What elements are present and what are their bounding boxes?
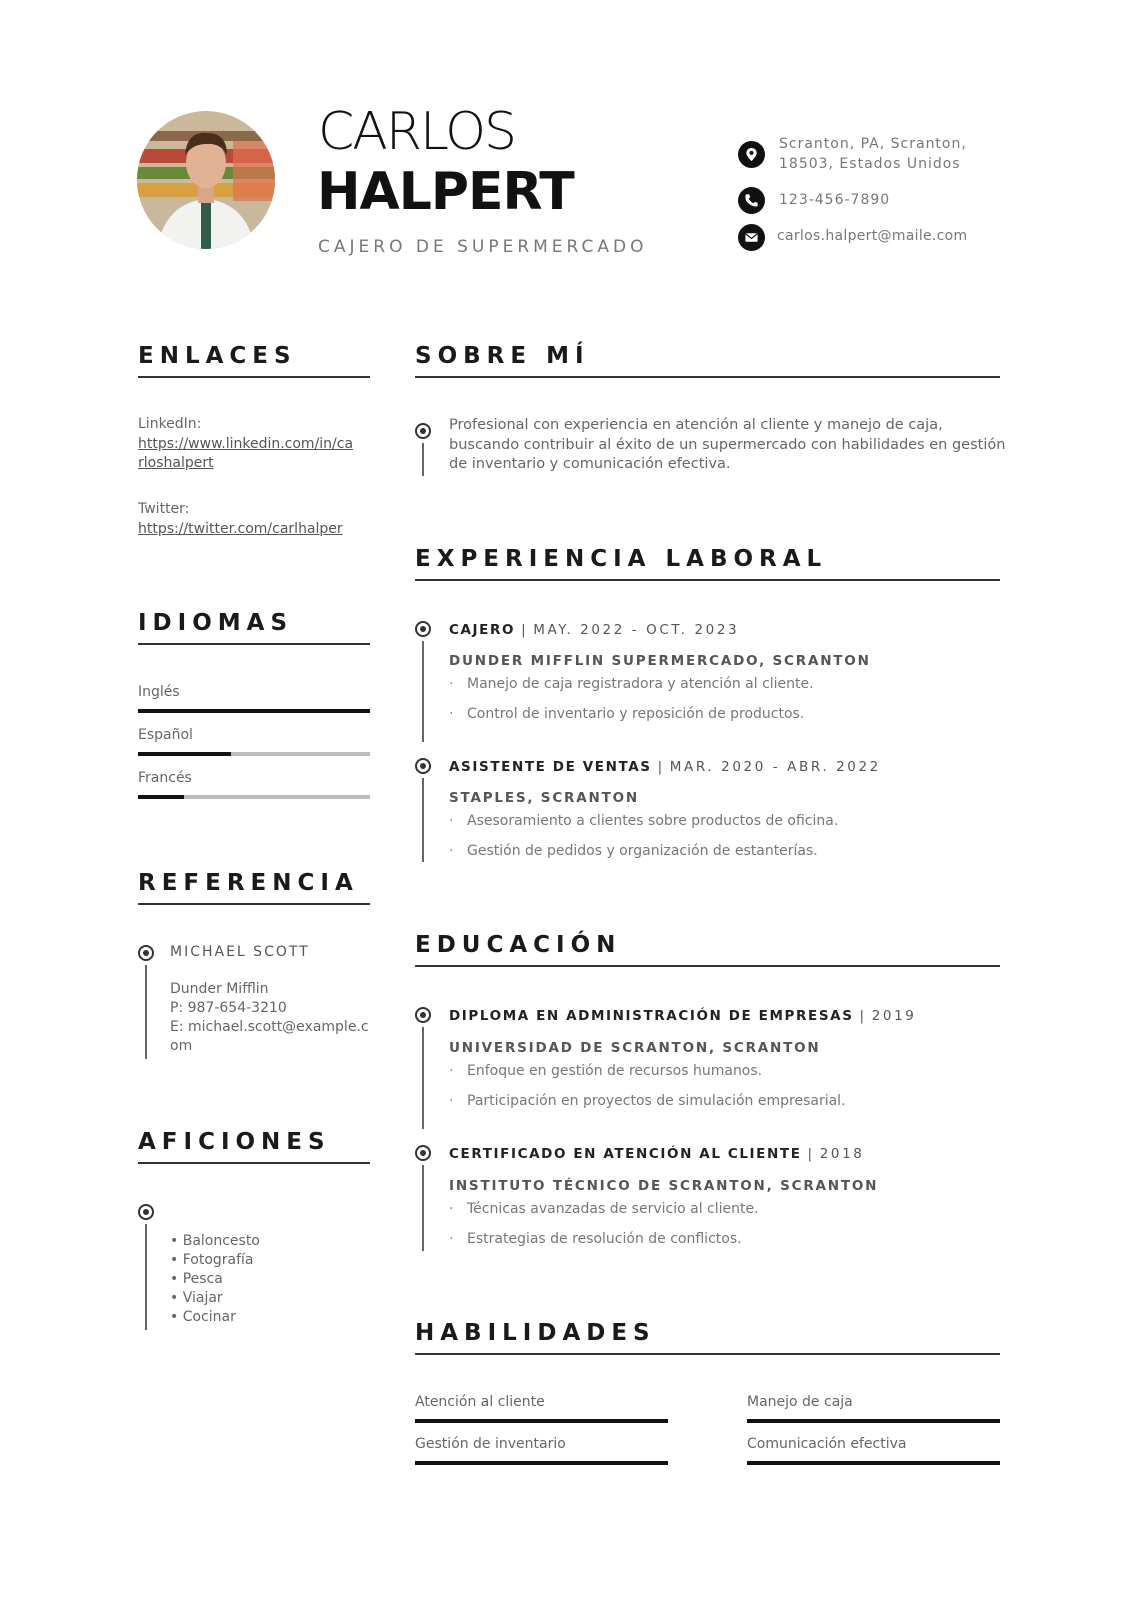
job-duty [449, 843, 818, 859]
email-address[interactable]: carlos.halpert@maile.com [777, 228, 968, 244]
reference-company: Dunder Mifflin [170, 981, 269, 997]
education-detail-text: Participación en proyectos de simulación empresarial. [467, 1093, 846, 1109]
item-bullet: · [449, 843, 454, 859]
habilidades-divider [415, 1353, 1000, 1355]
job-entry-title [449, 622, 739, 638]
job-duty [449, 813, 838, 829]
item-bullet: · [449, 1063, 454, 1079]
timeline-line [145, 965, 147, 1059]
item-bullet: · [449, 1093, 454, 1109]
timeline-line [422, 641, 424, 742]
job-duty [449, 676, 814, 692]
language-name: Francés [138, 770, 192, 786]
address-line-2: 18503, Estados Unidos [779, 156, 961, 172]
linkedin-url-line-2: rloshalpert [138, 455, 214, 471]
linkedin-label: LinkedIn: [138, 416, 202, 432]
aficiones-divider [138, 1162, 370, 1164]
skill-name: Gestión de inventario [415, 1436, 566, 1452]
skill-level-bar [747, 1419, 1000, 1423]
timeline-bullet-icon [138, 1204, 154, 1220]
about-line: de inventario y comunicación efectiva. [449, 456, 731, 472]
sobre-mi-divider [415, 376, 1000, 378]
job-duty-text: Asesoramiento a clientes sobre productos de oficina. [467, 813, 839, 829]
timeline-bullet-icon [415, 621, 431, 637]
reference-email-continued: om [170, 1038, 193, 1054]
language-level-fill [138, 709, 370, 713]
phone-number: 123-456-7890 [779, 192, 891, 208]
job-role: ASISTENTE DE VENTAS [449, 759, 652, 775]
about-line: buscando contribuir al éxito de un supermercado con habilidades en gestión [449, 436, 1006, 453]
hobby-item: • Pesca [170, 1271, 223, 1287]
habilidades-heading: HABILIDADES [415, 1320, 656, 1346]
education-detail [449, 1231, 742, 1247]
sobre-mi-heading: SOBRE MÍ [415, 343, 590, 369]
job-entry-title [449, 759, 881, 775]
about-line: Profesional con experiencia en atención al cliente y manejo de caja, [449, 417, 943, 433]
language-name: Español [138, 727, 193, 743]
enlaces-divider [138, 376, 370, 378]
idiomas-divider [138, 643, 370, 645]
title-separator: | [807, 1146, 814, 1162]
job-company: DUNDER MIFFLIN SUPERMERCADO, SCRANTON [449, 653, 871, 669]
linkedin-link[interactable] [138, 435, 366, 473]
title-separator: | [657, 759, 664, 775]
education-detail-text: Enfoque en gestión de recursos humanos. [467, 1063, 763, 1079]
job-role: CAJERO [449, 622, 516, 638]
experiencia-heading: EXPERIENCIA LABORAL [415, 546, 828, 572]
job-date: MAR. 2020 - ABR. 2022 [669, 759, 881, 775]
language-level-fill [138, 752, 231, 756]
language-level-fill [138, 795, 184, 799]
timeline-line [422, 778, 424, 862]
referencia-heading: REFERENCIA [138, 870, 359, 896]
email-icon [738, 224, 765, 251]
language-level-bar [138, 752, 370, 756]
title-separator: | [859, 1008, 866, 1024]
item-bullet: · [449, 676, 454, 692]
aficiones-heading: AFICIONES [138, 1129, 331, 1155]
education-entry-title [449, 1008, 916, 1024]
contact-phone [738, 187, 890, 214]
degree-year: 2018 [819, 1146, 865, 1162]
job-date: MAY. 2022 - OCT. 2023 [533, 622, 740, 638]
timeline-bullet-icon [415, 423, 431, 439]
contact-address [738, 134, 979, 174]
experiencia-divider [415, 579, 1000, 581]
timeline-line [422, 1165, 424, 1251]
hobby-item: • Cocinar [170, 1309, 236, 1325]
timeline-bullet-icon [415, 758, 431, 774]
idiomas-heading: IDIOMAS [138, 610, 294, 636]
timeline-bullet-icon [138, 945, 154, 961]
referencia-divider [138, 903, 370, 905]
education-detail [449, 1201, 759, 1217]
degree-name: DIPLOMA EN ADMINISTRACIÓN DE EMPRESAS [449, 1008, 854, 1024]
skill-level-bar [415, 1461, 668, 1465]
reference-email: E: michael.scott@example.c [170, 1019, 369, 1035]
education-detail [449, 1093, 846, 1109]
location-pin-icon [738, 141, 765, 168]
education-entry-title [449, 1146, 864, 1162]
skill-name: Manejo de caja [747, 1394, 853, 1410]
education-detail-text: Técnicas avanzadas de servicio al cliente. [467, 1201, 759, 1217]
skill-name: Comunicación efectiva [747, 1436, 907, 1452]
timeline-bullet-icon [415, 1007, 431, 1023]
job-duty-text: Control de inventario y reposición de productos. [467, 706, 805, 722]
job-duty [449, 706, 804, 722]
contact-email [738, 224, 967, 251]
title-separator: | [521, 622, 528, 638]
phone-icon [738, 187, 765, 214]
item-bullet: · [449, 813, 454, 829]
timeline-line [145, 1224, 147, 1330]
language-level-bar [138, 795, 370, 799]
job-title: CAJERO DE SUPERMERCADO [318, 237, 648, 257]
profile-photo [137, 111, 275, 249]
reference-name: MICHAEL SCOTT [170, 944, 310, 960]
job-company: STAPLES, SCRANTON [449, 790, 639, 806]
first-name: CARLOS [318, 102, 516, 162]
hobby-item: • Viajar [170, 1290, 223, 1306]
institution-name: UNIVERSIDAD DE SCRANTON, SCRANTON [449, 1040, 821, 1056]
timeline-line [422, 1027, 424, 1129]
item-bullet: · [449, 706, 454, 722]
linkedin-url-line-1: https://www.linkedin.com/in/ca [138, 436, 354, 452]
skill-level-bar [747, 1461, 1000, 1465]
educacion-heading: EDUCACIÓN [415, 932, 622, 958]
degree-year: 2019 [871, 1008, 917, 1024]
hobby-item: • Fotografía [170, 1252, 254, 1268]
educacion-divider [415, 965, 1000, 967]
enlaces-heading: ENLACES [138, 343, 297, 369]
language-name: Inglés [138, 684, 180, 700]
degree-name: CERTIFICADO EN ATENCIÓN AL CLIENTE [449, 1146, 802, 1162]
timeline-bullet-icon [415, 1145, 431, 1161]
item-bullet: · [449, 1201, 454, 1217]
institution-name: INSTITUTO TÉCNICO DE SCRANTON, SCRANTON [449, 1178, 879, 1194]
address-line-1: Scranton, PA, Scranton, [779, 136, 967, 152]
job-duty-text: Manejo de caja registradora y atención al cliente. [467, 676, 814, 692]
timeline-line [422, 443, 424, 476]
last-name: HALPERT [317, 162, 574, 222]
language-level-bar [138, 709, 370, 713]
education-detail-text: Estrategias de resolución de conflictos. [467, 1231, 742, 1247]
about-text [449, 416, 1009, 475]
job-duty-text: Gestión de pedidos y organización de estanterías. [467, 843, 818, 859]
hobby-item: • Baloncesto [170, 1233, 260, 1249]
twitter-label: Twitter: [138, 501, 190, 517]
reference-phone: P: 987-654-3210 [170, 1000, 287, 1016]
skill-level-bar [415, 1419, 668, 1423]
education-detail [449, 1063, 762, 1079]
item-bullet: · [449, 1231, 454, 1247]
skill-name: Atención al cliente [415, 1394, 545, 1410]
twitter-link[interactable]: https://twitter.com/carlhalper [138, 521, 343, 537]
